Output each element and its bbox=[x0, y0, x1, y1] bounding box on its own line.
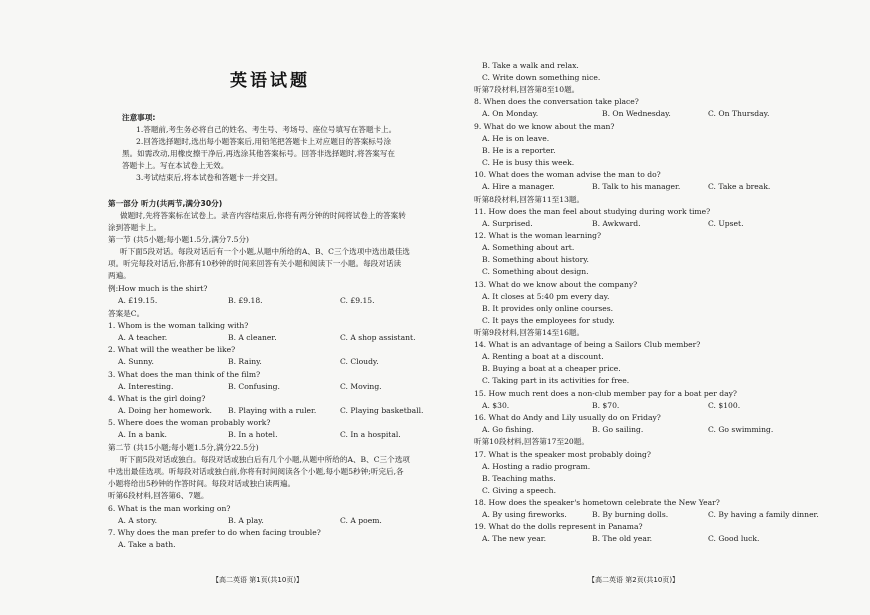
question: 11. How does the man feel about studying during work time? bbox=[474, 207, 711, 216]
option: C. Moving. bbox=[340, 382, 382, 391]
example-answer: 答案是C。 bbox=[108, 309, 145, 318]
page-footer-left: 【高二英语 第1页(共10页)】 bbox=[212, 576, 304, 584]
option: A. Something about art. bbox=[482, 243, 575, 252]
question: 3. What does the man think of the film? bbox=[108, 370, 261, 379]
question: 17. What is the speaker most probably doing? bbox=[474, 450, 651, 459]
option: B. In a hotel. bbox=[228, 430, 278, 439]
option: B. Take a walk and relax. bbox=[482, 61, 579, 70]
page-footer-right: 【高二英语 第2页(共10页)】 bbox=[588, 576, 680, 584]
option: C. Take a break. bbox=[708, 182, 771, 191]
option: C. On Thursday. bbox=[708, 109, 770, 118]
option: B. He is a reporter. bbox=[482, 146, 556, 155]
option: C. In a hospital. bbox=[340, 430, 401, 439]
option: B. Awkward. bbox=[592, 219, 641, 228]
option: A. Go fishing. bbox=[482, 425, 534, 434]
question: 18. How does the speaker's hometown celebrate the New Year? bbox=[474, 498, 720, 507]
notice-line: 黑。如需改动,用橡皮擦干净后,再选涂其他答案标号。回答非选择题时,将答案写在 bbox=[122, 149, 396, 158]
material-label: 听第7段材料,回答第8至10题。 bbox=[474, 85, 580, 94]
option: B. A play. bbox=[228, 516, 264, 525]
option: C. Write down something nice. bbox=[482, 73, 601, 82]
option: B. On Wednesday. bbox=[602, 109, 671, 118]
option: C. Cloudy. bbox=[340, 357, 379, 366]
notice-heading: 注意事项: bbox=[122, 113, 156, 122]
question: 14. What is an advantage of being a Sailors Club member? bbox=[474, 340, 701, 349]
example-option: C. £9.15. bbox=[340, 296, 375, 305]
option: A. On Monday. bbox=[482, 109, 539, 118]
option: A. A teacher. bbox=[118, 333, 168, 342]
option: A. Interesting. bbox=[118, 382, 174, 391]
example-question: 例:How much is the shirt? bbox=[108, 284, 208, 293]
option: B. Something about history. bbox=[482, 255, 589, 264]
option: A. The new year. bbox=[482, 534, 546, 543]
instruction-line: 涂到答题卡上。 bbox=[108, 223, 162, 232]
question: 19. What do the dolls represent in Panama? bbox=[474, 522, 643, 531]
option: A. Take a bath. bbox=[118, 540, 176, 549]
option: B. By burning dolls. bbox=[592, 510, 669, 519]
question: 4. What is the girl doing? bbox=[108, 394, 206, 403]
instruction-line: 中选出最佳选项。听每段对话或独白前,你将有时间阅读各个小题,每小题5秒钟;听完后,各 bbox=[108, 467, 404, 476]
instruction-line: 小题将给出5秒钟的作答时间。每段对话或独白读两遍。 bbox=[108, 479, 296, 488]
option: A. Doing her homework. bbox=[118, 406, 212, 415]
section-heading: 第一节 (共5小题;每小题1.5分,满分7.5分) bbox=[108, 235, 250, 244]
part-heading: 第一部分 听力(共两节,满分30分) bbox=[108, 199, 223, 208]
option: C. Go swimming. bbox=[708, 425, 774, 434]
example-option: B. £9.18. bbox=[228, 296, 263, 305]
option: A. Renting a boat at a discount. bbox=[482, 352, 604, 361]
notice-line: 3.考试结束后,将本试卷和答题卡一并交回。 bbox=[136, 173, 283, 182]
option: C. Playing basketball. bbox=[340, 406, 424, 415]
example-option: A. £19.15. bbox=[118, 296, 158, 305]
question: 9. What do we know about the man? bbox=[474, 122, 615, 131]
option: B. Teaching maths. bbox=[482, 474, 556, 483]
instruction-line: 听下面5段对话或独白。每段对话或独白后有几个小题,从题中所给的A、B、C三个选项 bbox=[120, 455, 410, 464]
notice-line: 答题卡上。写在本试卷上无效。 bbox=[122, 161, 229, 170]
option: C. By having a family dinner. bbox=[708, 510, 819, 519]
notice-line: 1.答题前,考生务必将自己的姓名、考生号、考场号、座位号填写在答题卡上。 bbox=[136, 125, 397, 134]
instruction-line: 两遍。 bbox=[108, 271, 131, 280]
question: 2. What will the weather be like? bbox=[108, 345, 236, 354]
option: C. A poem. bbox=[340, 516, 382, 525]
material-label: 听第8段材料,回答第11至13题。 bbox=[474, 195, 585, 204]
option: C. It pays the employees for study. bbox=[482, 316, 615, 325]
option: A. $30. bbox=[482, 401, 510, 410]
option: C. A shop assistant. bbox=[340, 333, 416, 342]
question: 10. What does the woman advise the man to do? bbox=[474, 170, 661, 179]
option: B. Buying a boat at a cheaper price. bbox=[482, 364, 621, 373]
option: B. $70. bbox=[592, 401, 620, 410]
option: B. Go sailing. bbox=[592, 425, 644, 434]
option: B. Talk to his manager. bbox=[592, 182, 681, 191]
instruction-line: 做题时,先将答案标在试卷上。录音内容结束后,你将有两分钟的时间将试卷上的答案转 bbox=[120, 211, 406, 220]
option: B. A cleaner. bbox=[228, 333, 277, 342]
option: C. Upset. bbox=[708, 219, 744, 228]
instruction-line: 项。听完每段对话后,你都有10秒钟的时间来回答有关小题和阅读下一小题。每段对话读 bbox=[108, 259, 402, 268]
option: A. Surprised. bbox=[482, 219, 533, 228]
section-heading: 第二节 (共15小题;每小题1.5分,满分22.5分) bbox=[108, 443, 259, 452]
question: 8. When does the conversation take place? bbox=[474, 97, 639, 106]
question: 7. Why does the man prefer to do when facing trouble? bbox=[108, 528, 321, 537]
question: 6. What is the man working on? bbox=[108, 504, 231, 513]
material-label: 听第6段材料,回答第6、7题。 bbox=[108, 491, 209, 500]
option: A. Hosting a radio program. bbox=[482, 462, 591, 471]
material-label: 听第9段材料,回答第14至16题。 bbox=[474, 328, 585, 337]
question: 1. Whom is the woman talking with? bbox=[108, 321, 249, 330]
option: B. Playing with a ruler. bbox=[228, 406, 317, 415]
option: A. By using fireworks. bbox=[482, 510, 567, 519]
option: A. In a bank. bbox=[118, 430, 167, 439]
option: C. Giving a speech. bbox=[482, 486, 556, 495]
option: A. A story. bbox=[118, 516, 158, 525]
option: C. He is busy this week. bbox=[482, 158, 575, 167]
question: 5. Where does the woman probably work? bbox=[108, 418, 271, 427]
option: A. Hire a manager. bbox=[482, 182, 555, 191]
page-title: 英语试题 bbox=[230, 71, 310, 91]
option: B. Confusing. bbox=[228, 382, 280, 391]
option: C. Good luck. bbox=[708, 534, 760, 543]
option: A. He is on leave. bbox=[482, 134, 550, 143]
option: B. It provides only online courses. bbox=[482, 304, 614, 313]
notice-line: 2.回答选择题时,选出每小题答案后,用铅笔把答题卡上对应题目的答案标号涂 bbox=[136, 137, 392, 146]
material-label: 听第10段材料,回答第17至20题。 bbox=[474, 437, 589, 446]
option: C. $100. bbox=[708, 401, 741, 410]
instruction-line: 听下面5段对话。每段对话后有一个小题,从题中所给的A、B、C三个选项中选出最佳选 bbox=[120, 247, 410, 256]
question: 16. What do Andy and Lily usually do on Friday? bbox=[474, 413, 661, 422]
question: 13. What do we know about the company? bbox=[474, 280, 638, 289]
option: A. Sunny. bbox=[118, 357, 154, 366]
question: 12. What is the woman learning? bbox=[474, 231, 602, 240]
option: A. It closes at 5:40 pm every day. bbox=[482, 292, 610, 301]
option: C. Something about design. bbox=[482, 267, 589, 276]
option: B. The old year. bbox=[592, 534, 653, 543]
option: B. Rainy. bbox=[228, 357, 262, 366]
question: 15. How much rent does a non-club member pay for a boat per day? bbox=[474, 389, 738, 398]
option: C. Taking part in its activities for free. bbox=[482, 376, 630, 385]
